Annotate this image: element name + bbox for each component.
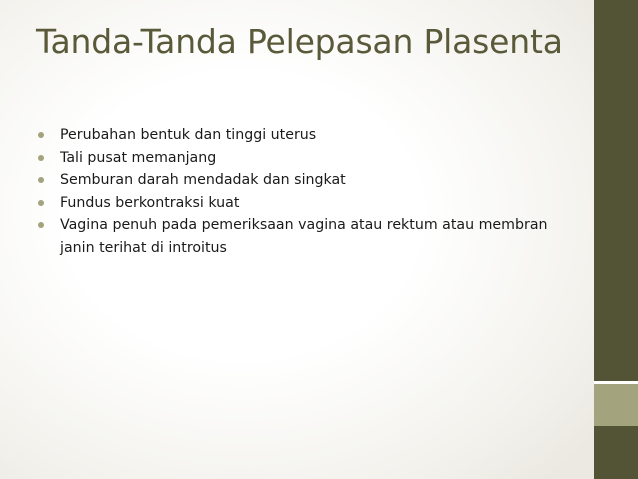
sidebar-dark-band — [594, 0, 638, 381]
bullet-text: Vagina penuh pada pemeriksaan vagina atau rektum atau membran janin terihat di introitus — [60, 217, 548, 256]
bullet-item — [38, 214, 583, 259]
bullet-item — [38, 169, 583, 192]
bullet-list — [38, 124, 583, 259]
bullet-text: Fundus berkontraksi kuat — [60, 194, 240, 211]
bullet-icon — [38, 200, 44, 206]
bullet-item — [38, 124, 583, 147]
bullet-icon — [38, 222, 44, 228]
decorative-sidebar — [594, 0, 638, 479]
sidebar-light-band — [594, 384, 638, 426]
bullet-icon — [38, 177, 44, 183]
bullet-item — [38, 147, 583, 170]
bullet-item — [38, 192, 583, 215]
bullet-icon — [38, 132, 44, 138]
bullet-text: Semburan darah mendadak dan singkat — [60, 172, 346, 188]
bullet-text: Tali pusat memanjang — [60, 149, 217, 166]
bullet-icon — [38, 155, 44, 161]
slide-title: Tanda-Tanda Pelepasan Plasenta — [36, 22, 563, 61]
bullet-text: Perubahan bentuk dan tinggi uterus — [60, 127, 317, 143]
sidebar-bottom-band — [594, 426, 638, 479]
